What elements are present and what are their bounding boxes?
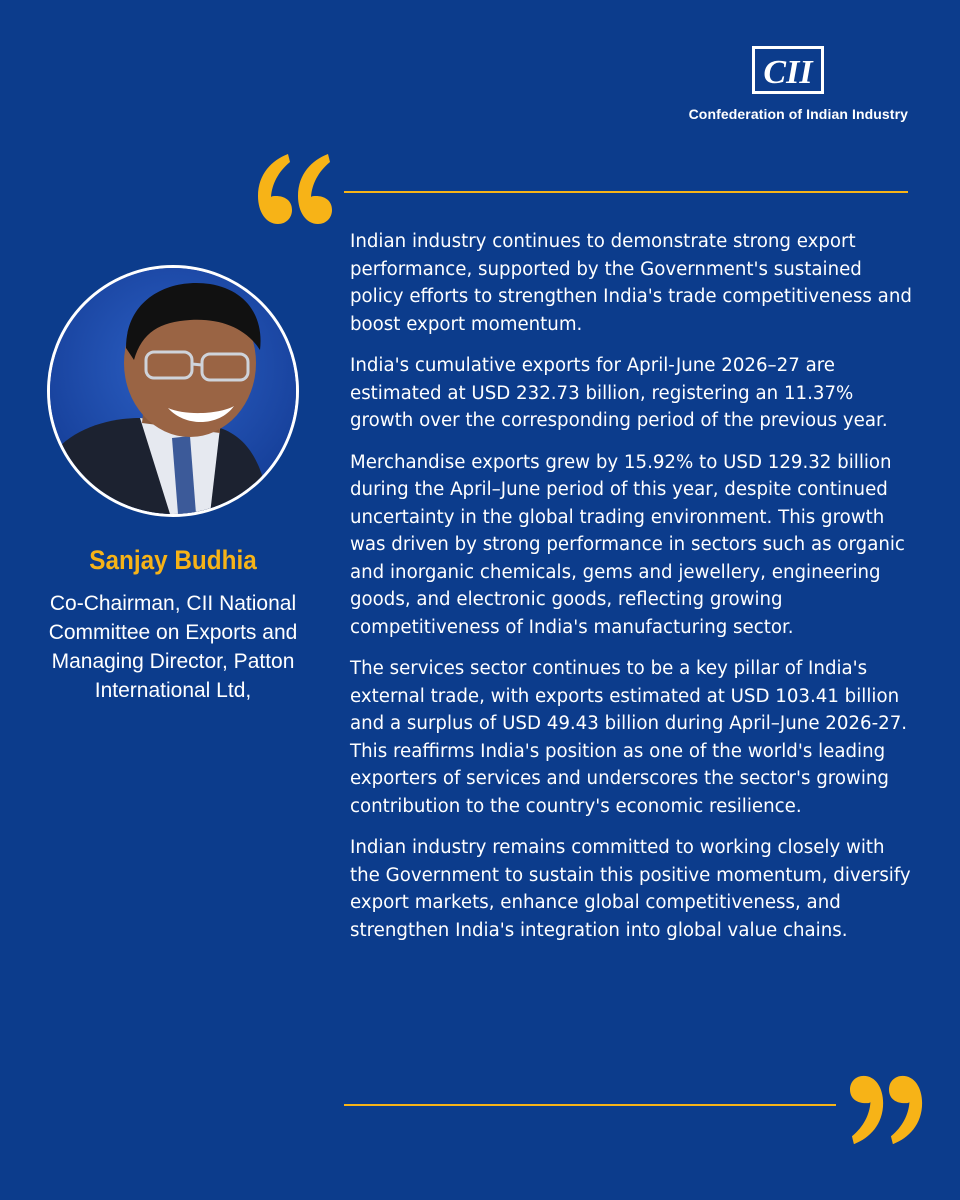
speaker-portrait [47, 265, 299, 517]
quote-paragraph: The services sector continues to be a key pillar of India's external trade, with exports estimated at USD 103.41 billion and a surplus of USD 49.43 billion during April–June 2026-27. This reaffirms India's position as one of the world's leading exporters of services and underscores the sector's growing contribution to the country's economic resilience. [350, 658, 908, 817]
speaker-name: Sanjay Budhia [89, 545, 257, 575]
top-divider [344, 191, 908, 193]
quote-body [350, 228, 920, 958]
cii-logo-text: CII [763, 54, 813, 91]
quote-paragraph: Merchandise exports grew by 15.92% to USD 129.32 billion during the April–June period of this year, despite continued uncertainty in the global trading environment. This growth was driven by strong performance in sectors such as organic and inorganic chemicals, gems and jewellery, engineering goods, and electronic goods, reflecting growing competitiveness of India's manufacturing sector. [350, 451, 905, 638]
quote-paragraph: Indian industry continues to demonstrate strong export performance, supported by the Government's sustained policy efforts to strengthen India's trade competitiveness and boost export momentum. [350, 231, 912, 335]
cii-logo [668, 46, 908, 126]
close-quote-icon [850, 1070, 926, 1150]
open-quote-icon [254, 150, 332, 228]
cii-logo-mark [752, 46, 824, 94]
quote-paragraph: Indian industry remains committed to working closely with the Government to sustain this positive momentum, diversify export markets, enhance global competitiveness, and strengthen India's integration into global value chains. [350, 837, 911, 941]
organisation-name: Confederation of Indian Industry [688, 106, 908, 122]
speaker-designation: Co-Chairman, CII National Committee on Exports and Managing Director, Patton International Ltd, [48, 592, 298, 702]
bottom-divider [344, 1104, 836, 1106]
quote-paragraph: India's cumulative exports for April-June 2026–27 are estimated at USD 232.73 billion, registering an 11.37% growth over the corresponding period of the previous year. [350, 355, 888, 431]
